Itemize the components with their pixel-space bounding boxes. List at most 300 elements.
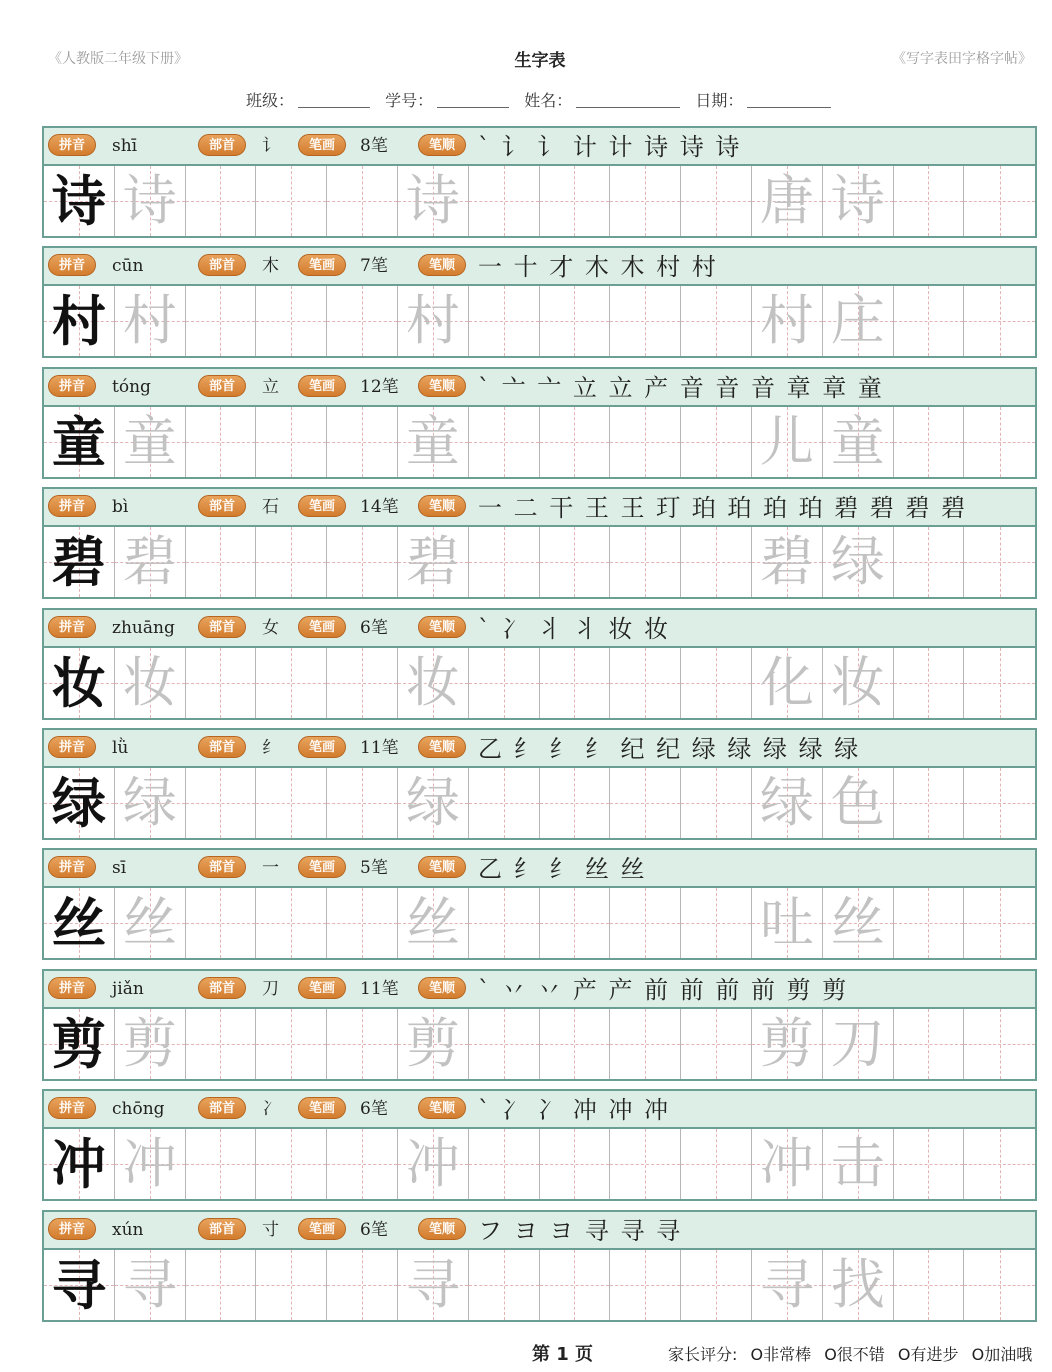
stroke-order-tag: 笔顺 (418, 134, 466, 156)
pinyin-tag: 拼音 (48, 1097, 96, 1119)
char-info-bar (44, 730, 1035, 768)
radical-tag: 部首 (198, 134, 246, 156)
word-trace-first[interactable] (752, 888, 823, 958)
main-character-glyph: 剪 (51, 1011, 106, 1076)
word-trace-second[interactable] (823, 1250, 894, 1320)
pinyin-value: xún (112, 1219, 144, 1240)
writing-cell[interactable] (540, 888, 611, 958)
writing-cell[interactable] (681, 1250, 752, 1320)
writing-cell[interactable] (540, 1250, 611, 1320)
trace-character[interactable] (115, 527, 186, 597)
writing-cell[interactable] (327, 888, 398, 958)
strokes-value: 14笔 (360, 497, 399, 518)
pinyin-tag: 拼音 (48, 977, 96, 999)
trace-character-glyph: 童 (122, 409, 177, 473)
tianzige-grid (44, 888, 1035, 958)
trace-character[interactable] (398, 1009, 469, 1079)
header-left: 《人教版二年级下册》 (48, 51, 188, 67)
writing-cell[interactable] (256, 166, 327, 236)
strokes-value: 6笔 (360, 617, 388, 638)
word-trace-second[interactable] (823, 527, 894, 597)
writing-cell[interactable] (610, 768, 681, 838)
char-block (42, 126, 1037, 238)
writing-cell[interactable] (540, 166, 611, 236)
writing-cell[interactable] (186, 407, 257, 477)
word-trace-first-glyph: 吐 (759, 891, 814, 955)
writing-cell[interactable] (681, 888, 752, 958)
stroke-order-sequence: ` 冫 丬 丬 妆 妆 (478, 614, 671, 643)
writing-cell[interactable] (186, 1129, 257, 1199)
word-trace-first[interactable] (752, 1250, 823, 1320)
word-trace-second-glyph: 妆 (830, 650, 885, 714)
trace-character-glyph: 寻 (405, 1252, 460, 1316)
trace-character-glyph: 冲 (405, 1132, 460, 1196)
trace-character[interactable] (115, 166, 186, 236)
writing-cell[interactable] (964, 527, 1035, 597)
strokes-tag: 笔画 (298, 736, 346, 758)
radical-tag: 部首 (198, 1097, 246, 1119)
writing-cell[interactable] (256, 1009, 327, 1079)
char-info-bar (44, 850, 1035, 888)
tianzige-grid (44, 1250, 1035, 1320)
stroke-order-tag: 笔顺 (418, 977, 466, 999)
strokes-value: 11笔 (360, 738, 399, 758)
pinyin-tag: 拼音 (48, 254, 96, 276)
trace-character[interactable] (115, 1129, 186, 1199)
word-trace-second-glyph: 刀 (830, 1011, 885, 1075)
page-number: 第 1 页 (532, 1344, 594, 1365)
tianzige-grid (44, 166, 1035, 236)
writing-cell[interactable] (964, 166, 1035, 236)
word-trace-second-glyph: 击 (830, 1132, 885, 1196)
writing-cell[interactable] (540, 527, 611, 597)
writing-cell[interactable] (681, 407, 752, 477)
word-trace-second[interactable] (823, 888, 894, 958)
writing-cell[interactable] (540, 768, 611, 838)
eval-option-keep-going[interactable]: O加油哦 (971, 1345, 1033, 1364)
trace-character-glyph: 寻 (122, 1252, 177, 1316)
word-trace-first-glyph: 绿 (759, 771, 814, 834)
stroke-order-sequence: ` 冫 冫 冲 冲 冲 (478, 1096, 671, 1125)
trace-character-glyph: 童 (405, 409, 460, 473)
char-info-bar (44, 128, 1035, 166)
writing-cell[interactable] (186, 166, 257, 236)
writing-cell[interactable] (964, 286, 1035, 356)
tianzige-grid (44, 527, 1035, 597)
pinyin-value: cūn (112, 256, 144, 277)
pinyin-tag: 拼音 (48, 736, 96, 758)
writing-cell[interactable] (610, 648, 681, 718)
word-trace-second[interactable] (823, 407, 894, 477)
writing-cell[interactable] (256, 768, 327, 838)
writing-cell[interactable] (469, 286, 540, 356)
writing-cell[interactable] (894, 286, 965, 356)
writing-cell[interactable] (540, 648, 611, 718)
word-trace-first[interactable] (752, 648, 823, 718)
trace-character-glyph: 丝 (405, 891, 460, 955)
writing-cell[interactable] (469, 1250, 540, 1320)
trace-character[interactable] (398, 286, 469, 356)
writing-cell[interactable] (894, 1250, 965, 1320)
stroke-order-sequence: ` 丷 丷 产 产 前 前 前 前 剪 剪 (478, 975, 849, 1004)
writing-cell[interactable] (186, 648, 257, 718)
char-info-bar (44, 489, 1035, 527)
strokes-value: 11笔 (360, 978, 399, 999)
stroke-order-tag: 笔顺 (418, 856, 466, 878)
radical-tag: 部首 (198, 856, 246, 878)
main-character-glyph: 碧 (51, 530, 106, 595)
trace-character-glyph: 诗 (122, 169, 177, 232)
main-character-glyph: 妆 (51, 650, 106, 715)
writing-cell[interactable] (894, 527, 965, 597)
writing-cell[interactable] (964, 1129, 1035, 1199)
stroke-order-tag: 笔顺 (418, 736, 466, 758)
tianzige-grid (44, 1009, 1035, 1079)
writing-cell[interactable] (469, 166, 540, 236)
writing-cell[interactable] (186, 768, 257, 838)
strokes-tag: 笔画 (298, 254, 346, 276)
writing-cell[interactable] (610, 888, 681, 958)
page-title: 生字表 (514, 51, 566, 71)
writing-cell[interactable] (894, 1009, 965, 1079)
writing-cell[interactable] (894, 166, 965, 236)
trace-character[interactable] (115, 648, 186, 718)
word-trace-first[interactable] (752, 286, 823, 356)
word-trace-first-glyph: 冲 (759, 1132, 814, 1196)
char-block (42, 246, 1037, 358)
header-right: 《写字表田字格字帖》 (892, 51, 1032, 67)
radical-tag: 部首 (198, 977, 246, 999)
main-character-glyph: 丝 (51, 891, 106, 956)
writing-cell[interactable] (894, 648, 965, 718)
word-trace-first[interactable] (752, 166, 823, 236)
writing-cell[interactable] (327, 166, 398, 236)
main-character (44, 1009, 115, 1079)
trace-character-glyph: 绿 (405, 771, 460, 834)
tianzige-grid (44, 768, 1035, 838)
writing-cell[interactable] (256, 286, 327, 356)
writing-cell[interactable] (469, 527, 540, 597)
writing-cell[interactable] (610, 1009, 681, 1079)
writing-cell[interactable] (610, 286, 681, 356)
word-trace-second[interactable] (823, 1009, 894, 1079)
stroke-order-sequence: 一 二 干 王 王 玎 珀 珀 珀 珀 碧 碧 碧 碧 (478, 494, 968, 523)
pinyin-value: zhuāng (112, 617, 175, 638)
writing-cell[interactable] (964, 1250, 1035, 1320)
stroke-order-tag: 笔顺 (418, 254, 466, 276)
word-trace-second[interactable] (823, 166, 894, 236)
strokes-tag: 笔画 (298, 134, 346, 156)
writing-cell[interactable] (681, 1009, 752, 1079)
writing-cell[interactable] (964, 888, 1035, 958)
word-trace-second-glyph: 色 (830, 771, 885, 834)
writing-cell[interactable] (327, 407, 398, 477)
stroke-order-tag: 笔顺 (418, 1218, 466, 1240)
word-trace-first-glyph: 唐 (759, 169, 814, 232)
word-trace-first-glyph: 碧 (759, 530, 814, 594)
char-block (42, 367, 1037, 479)
student-number-field[interactable]: 学号： (385, 88, 509, 111)
radical-value: 立 (262, 376, 279, 397)
trace-character[interactable] (115, 888, 186, 958)
trace-character-glyph: 剪 (405, 1011, 460, 1075)
word-trace-first-glyph: 剪 (759, 1011, 814, 1075)
strokes-tag: 笔画 (298, 977, 346, 999)
writing-cell[interactable] (469, 768, 540, 838)
main-character-glyph: 冲 (51, 1132, 106, 1197)
main-character (44, 648, 115, 718)
word-trace-second[interactable] (823, 1129, 894, 1199)
pinyin-value: tóng (112, 376, 151, 397)
writing-cell[interactable] (540, 286, 611, 356)
writing-cell[interactable] (256, 527, 327, 597)
writing-cell[interactable] (186, 1250, 257, 1320)
main-character (44, 527, 115, 597)
word-trace-second-glyph: 童 (830, 409, 885, 473)
trace-character[interactable] (115, 407, 186, 477)
strokes-value: 8笔 (360, 136, 388, 156)
writing-cell[interactable] (540, 407, 611, 477)
stroke-order-sequence: ` 讠 讠 计 计 诗 诗 诗 (478, 133, 742, 161)
writing-cell[interactable] (469, 407, 540, 477)
main-character (44, 166, 115, 236)
main-character-glyph: 绿 (51, 771, 106, 835)
tianzige-grid (44, 286, 1035, 356)
pinyin-tag: 拼音 (48, 856, 96, 878)
word-trace-second[interactable] (823, 768, 894, 838)
writing-cell[interactable] (469, 1129, 540, 1199)
tianzige-grid (44, 648, 1035, 718)
strokes-value: 6笔 (360, 1219, 388, 1240)
writing-cell[interactable] (681, 527, 752, 597)
stroke-order-tag: 笔顺 (418, 495, 466, 517)
char-info-bar (44, 610, 1035, 648)
pinyin-value: sī (112, 858, 127, 879)
trace-character[interactable] (398, 166, 469, 236)
word-trace-first[interactable] (752, 407, 823, 477)
strokes-value: 5笔 (360, 858, 388, 879)
writing-cell[interactable] (540, 1009, 611, 1079)
word-trace-second[interactable] (823, 648, 894, 718)
writing-cell[interactable] (327, 1250, 398, 1320)
strokes-tag: 笔画 (298, 1097, 346, 1119)
writing-cell[interactable] (256, 888, 327, 958)
writing-cell[interactable] (327, 286, 398, 356)
radical-value: 木 (262, 256, 279, 277)
writing-cell[interactable] (964, 407, 1035, 477)
word-trace-first-glyph: 儿 (759, 409, 814, 473)
trace-character[interactable] (398, 527, 469, 597)
radical-value: 讠 (262, 136, 279, 156)
writing-cell[interactable] (610, 527, 681, 597)
trace-character[interactable] (398, 768, 469, 838)
radical-tag: 部首 (198, 375, 246, 397)
writing-cell[interactable] (256, 1250, 327, 1320)
pinyin-value: bì (112, 497, 129, 518)
eval-option-good[interactable]: O很不错 (824, 1345, 885, 1364)
strokes-tag: 笔画 (298, 1218, 346, 1240)
writing-cell[interactable] (894, 768, 965, 838)
name-field[interactable]: 姓名： (524, 88, 680, 111)
radical-value: 寸 (262, 1219, 279, 1240)
pinyin-value: jiǎn (112, 978, 144, 999)
writing-cell[interactable] (610, 1129, 681, 1199)
pinyin-tag: 拼音 (48, 495, 96, 517)
radical-value: 石 (262, 497, 279, 518)
word-trace-first[interactable] (752, 527, 823, 597)
strokes-value: 6笔 (360, 1099, 388, 1120)
radical-value: 纟 (262, 738, 279, 758)
trace-character[interactable] (115, 1250, 186, 1320)
char-block (42, 848, 1037, 960)
main-character (44, 888, 115, 958)
radical-tag: 部首 (198, 1218, 246, 1240)
char-info-bar (44, 1212, 1035, 1250)
eval-option-progress[interactable]: O有进步 (897, 1345, 959, 1364)
trace-character-glyph: 剪 (122, 1011, 177, 1075)
word-trace-second-glyph: 庄 (830, 289, 885, 353)
stroke-order-sequence: 乙 纟 纟 纟 纪 纪 绿 绿 绿 绿 绿 (478, 735, 861, 763)
writing-cell[interactable] (964, 648, 1035, 718)
radical-value: 刀 (262, 978, 279, 999)
strokes-tag: 笔画 (298, 375, 346, 397)
writing-cell[interactable] (256, 407, 327, 477)
trace-character[interactable] (115, 286, 186, 356)
main-character (44, 1250, 115, 1320)
writing-cell[interactable] (469, 888, 540, 958)
main-character (44, 1129, 115, 1199)
trace-character[interactable] (398, 1129, 469, 1199)
writing-cell[interactable] (610, 166, 681, 236)
trace-character[interactable] (398, 888, 469, 958)
radical-value: 冫 (262, 1099, 279, 1120)
writing-cell[interactable] (186, 527, 257, 597)
word-trace-second[interactable] (823, 286, 894, 356)
writing-cell[interactable] (186, 286, 257, 356)
writing-cell[interactable] (327, 768, 398, 838)
writing-cell[interactable] (964, 1009, 1035, 1079)
char-block (42, 969, 1037, 1081)
writing-cell[interactable] (186, 888, 257, 958)
main-character-glyph: 村 (51, 289, 106, 354)
strokes-tag: 笔画 (298, 856, 346, 878)
word-trace-first[interactable] (752, 1009, 823, 1079)
word-trace-second-glyph: 绿 (830, 530, 885, 594)
main-character-glyph: 童 (51, 409, 106, 474)
writing-cell[interactable] (327, 1009, 398, 1079)
strokes-tag: 笔画 (298, 616, 346, 638)
stroke-order-tag: 笔顺 (418, 616, 466, 638)
char-block (42, 608, 1037, 720)
tianzige-grid (44, 407, 1035, 477)
pinyin-tag: 拼音 (48, 134, 96, 156)
writing-cell[interactable] (327, 527, 398, 597)
stroke-order-tag: 笔顺 (418, 1097, 466, 1119)
char-info-bar (44, 369, 1035, 407)
writing-cell[interactable] (894, 888, 965, 958)
writing-cell[interactable] (894, 407, 965, 477)
main-character-glyph: 诗 (51, 169, 106, 233)
word-trace-first-glyph: 寻 (759, 1252, 814, 1316)
pinyin-tag: 拼音 (48, 1218, 96, 1240)
writing-cell[interactable] (964, 768, 1035, 838)
writing-cell[interactable] (681, 286, 752, 356)
strokes-value: 12笔 (360, 376, 399, 397)
main-character (44, 768, 115, 838)
writing-cell[interactable] (610, 407, 681, 477)
trace-character[interactable] (398, 1250, 469, 1320)
word-trace-second-glyph: 找 (830, 1252, 885, 1316)
char-block (42, 728, 1037, 840)
trace-character-glyph: 村 (405, 289, 460, 353)
radical-tag: 部首 (198, 495, 246, 517)
pinyin-tag: 拼音 (48, 616, 96, 638)
radical-tag: 部首 (198, 616, 246, 638)
stroke-order-sequence: 一 十 才 木 木 村 村 (478, 253, 718, 282)
trace-character-glyph: 碧 (122, 530, 177, 594)
trace-character-glyph: 冲 (122, 1132, 177, 1196)
writing-cell[interactable] (469, 648, 540, 718)
radical-tag: 部首 (198, 254, 246, 276)
word-trace-second-glyph: 丝 (830, 891, 885, 955)
word-trace-second-glyph: 诗 (830, 169, 885, 232)
trace-character[interactable] (115, 768, 186, 838)
main-character (44, 407, 115, 477)
strokes-tag: 笔画 (298, 495, 346, 517)
trace-character-glyph: 妆 (405, 650, 460, 714)
word-trace-first[interactable] (752, 1129, 823, 1199)
writing-cell[interactable] (540, 1129, 611, 1199)
writing-cell[interactable] (469, 1009, 540, 1079)
trace-character[interactable] (398, 648, 469, 718)
writing-cell[interactable] (681, 166, 752, 236)
char-block (42, 487, 1037, 599)
writing-cell[interactable] (610, 1250, 681, 1320)
pinyin-value: lǜ (112, 738, 129, 758)
pinyin-value: shī (112, 136, 138, 156)
trace-character-glyph: 妆 (122, 650, 177, 714)
char-info-bar (44, 971, 1035, 1009)
char-info-bar (44, 248, 1035, 286)
writing-cell[interactable] (681, 1129, 752, 1199)
writing-cell[interactable] (681, 648, 752, 718)
info-row (246, 88, 841, 111)
writing-cell[interactable] (256, 648, 327, 718)
radical-tag: 部首 (198, 736, 246, 758)
writing-cell[interactable] (186, 1009, 257, 1079)
writing-cell[interactable] (327, 1129, 398, 1199)
stroke-order-sequence: ` 亠 亠 立 立 产 音 音 音 章 章 童 (478, 373, 884, 402)
char-block (42, 1210, 1037, 1322)
date-field[interactable]: 日期： (695, 88, 831, 111)
trace-character[interactable] (115, 1009, 186, 1079)
writing-cell[interactable] (256, 1129, 327, 1199)
writing-cell[interactable] (327, 648, 398, 718)
evaluation-label: 家长评分: (668, 1345, 738, 1364)
writing-cell[interactable] (681, 768, 752, 838)
trace-character-glyph: 绿 (122, 771, 177, 834)
trace-character-glyph: 碧 (405, 530, 460, 594)
word-trace-first[interactable] (752, 768, 823, 838)
tianzige-grid (44, 1129, 1035, 1199)
word-trace-first-glyph: 化 (759, 650, 814, 714)
trace-character-glyph: 诗 (405, 169, 460, 232)
writing-cell[interactable] (894, 1129, 965, 1199)
class-field[interactable]: 班级： (246, 88, 370, 111)
eval-option-excellent[interactable]: O非常棒 (750, 1345, 812, 1364)
trace-character[interactable] (398, 407, 469, 477)
stroke-order-sequence: フ ヨ ヨ 寻 寻 寻 (478, 1216, 683, 1245)
